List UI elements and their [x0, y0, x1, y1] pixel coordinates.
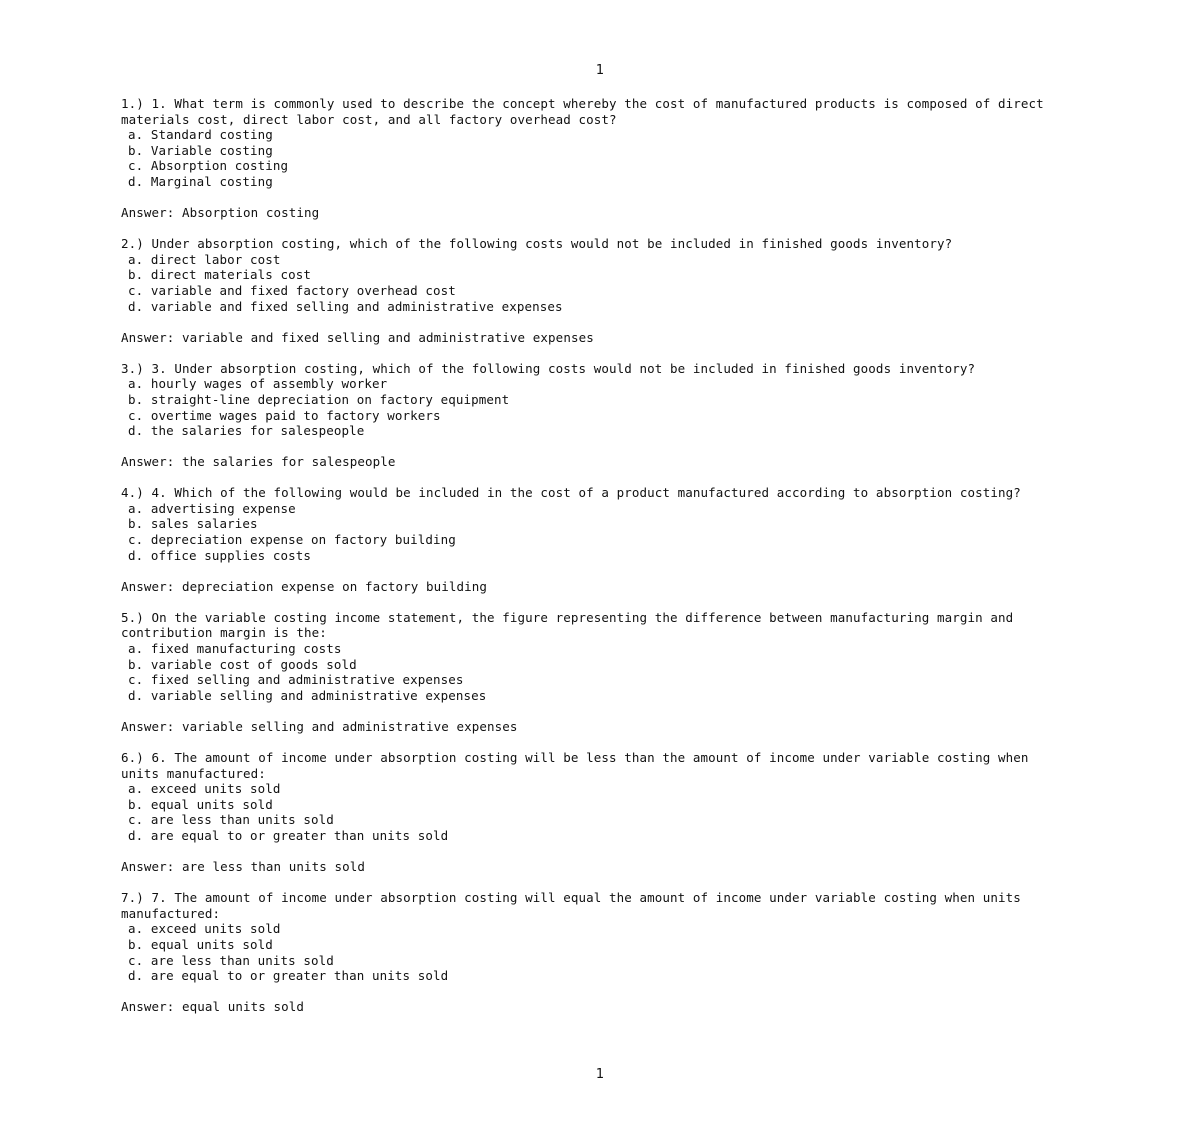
option-b: b. variable cost of goods sold	[128, 656, 357, 672]
question-stem: 6.) 6. The amount of income under absorption costing will be less than the amount of income under variable costing when units manufactured:	[121, 750, 1029, 781]
option-list	[121, 641, 1061, 703]
option-a: a. direct labor cost	[128, 251, 281, 267]
answer-label: Answer:	[121, 578, 175, 594]
question-stem: 7.) 7. The amount of income under absorption costing will equal the amount of income under variable costing when units manufactured:	[121, 890, 1021, 921]
option-b: b. Variable costing	[128, 142, 273, 158]
answer-text: Absorption costing	[182, 205, 320, 221]
option-d: d. are equal to or greater than units sold	[128, 968, 449, 984]
question-stem: 3.) 3. Under absorption costing, which of the following costs would not be included in finished goods inventory?	[121, 360, 976, 376]
question-2	[121, 236, 1061, 345]
option-d: d. Marginal costing	[128, 173, 273, 189]
question-7	[121, 890, 1061, 1015]
answer-label: Answer:	[121, 454, 175, 470]
option-b: b. equal units sold	[128, 796, 273, 812]
option-d: d. variable selling and administrative expenses	[128, 687, 487, 703]
option-list	[121, 501, 1061, 563]
answer-line	[121, 454, 1061, 470]
option-a: a. advertising expense	[128, 500, 296, 516]
answer-label: Answer:	[121, 718, 175, 734]
option-list	[121, 127, 1061, 189]
question-5	[121, 610, 1061, 735]
page-number-bottom: 1	[595, 1067, 605, 1082]
answer-label: Answer:	[121, 329, 175, 345]
option-c: c. depreciation expense on factory building	[128, 532, 456, 548]
question-6	[121, 750, 1061, 875]
question-list	[121, 96, 1061, 1030]
question-stem: 2.) Under absorption costing, which of the following costs would not be included in finished goods inventory?	[121, 236, 953, 252]
answer-line	[121, 719, 1061, 735]
option-c: c. overtime wages paid to factory workers	[128, 407, 441, 423]
answer-text: variable and fixed selling and administrative expenses	[182, 329, 594, 345]
question-1	[121, 96, 1061, 221]
option-d: d. variable and fixed selling and administrative expenses	[128, 298, 563, 314]
option-a: a. Standard costing	[128, 127, 273, 143]
option-list	[121, 376, 1061, 438]
option-a: a. exceed units sold	[128, 781, 281, 797]
option-list	[121, 781, 1061, 843]
answer-line	[121, 205, 1061, 221]
option-b: b. sales salaries	[128, 516, 258, 532]
answer-label: Answer:	[121, 999, 175, 1015]
question-4	[121, 485, 1061, 594]
option-c: c. variable and fixed factory overhead cost	[128, 282, 456, 298]
option-d: d. office supplies costs	[128, 547, 312, 563]
answer-label: Answer:	[121, 205, 175, 221]
answer-text: variable selling and administrative expenses	[182, 718, 518, 734]
question-3	[121, 361, 1061, 470]
option-c: c. Absorption costing	[128, 158, 289, 174]
option-d: d. the salaries for salespeople	[128, 423, 365, 439]
answer-line	[121, 859, 1061, 875]
option-a: a. exceed units sold	[128, 921, 281, 937]
answer-text: the salaries for salespeople	[182, 454, 396, 470]
answer-text: are less than units sold	[182, 859, 366, 875]
option-a: a. fixed manufacturing costs	[128, 641, 342, 657]
answer-line	[121, 999, 1061, 1015]
option-b: b. straight-line depreciation on factory equipment	[128, 391, 510, 407]
option-list	[121, 252, 1061, 314]
option-list	[121, 921, 1061, 983]
answer-label: Answer:	[121, 859, 175, 875]
option-a: a. hourly wages of assembly worker	[128, 376, 388, 392]
answer-line	[121, 330, 1061, 346]
answer-text: depreciation expense on factory building	[182, 578, 488, 594]
option-b: b. direct materials cost	[128, 267, 312, 283]
option-d: d. are equal to or greater than units sold	[128, 827, 449, 843]
question-stem: 1.) 1. What term is commonly used to describe the concept whereby the cost of manufactured products is composed of direct materials cost, direct labor cost, and all factory overhead cost?	[121, 96, 1044, 127]
page-number-top: 1	[595, 63, 605, 78]
answer-text: equal units sold	[182, 999, 305, 1015]
answer-line	[121, 579, 1061, 595]
option-c: c. are less than units sold	[128, 952, 334, 968]
option-c: c. fixed selling and administrative expenses	[128, 672, 464, 688]
option-c: c. are less than units sold	[128, 812, 334, 828]
question-stem: 4.) 4. Which of the following would be included in the cost of a product manufactured according to absorption costing?	[121, 485, 1021, 501]
question-stem: 5.) On the variable costing income statement, the figure representing the difference between manufacturing margin and contribution margin is the:	[121, 609, 1014, 641]
option-b: b. equal units sold	[128, 936, 273, 952]
